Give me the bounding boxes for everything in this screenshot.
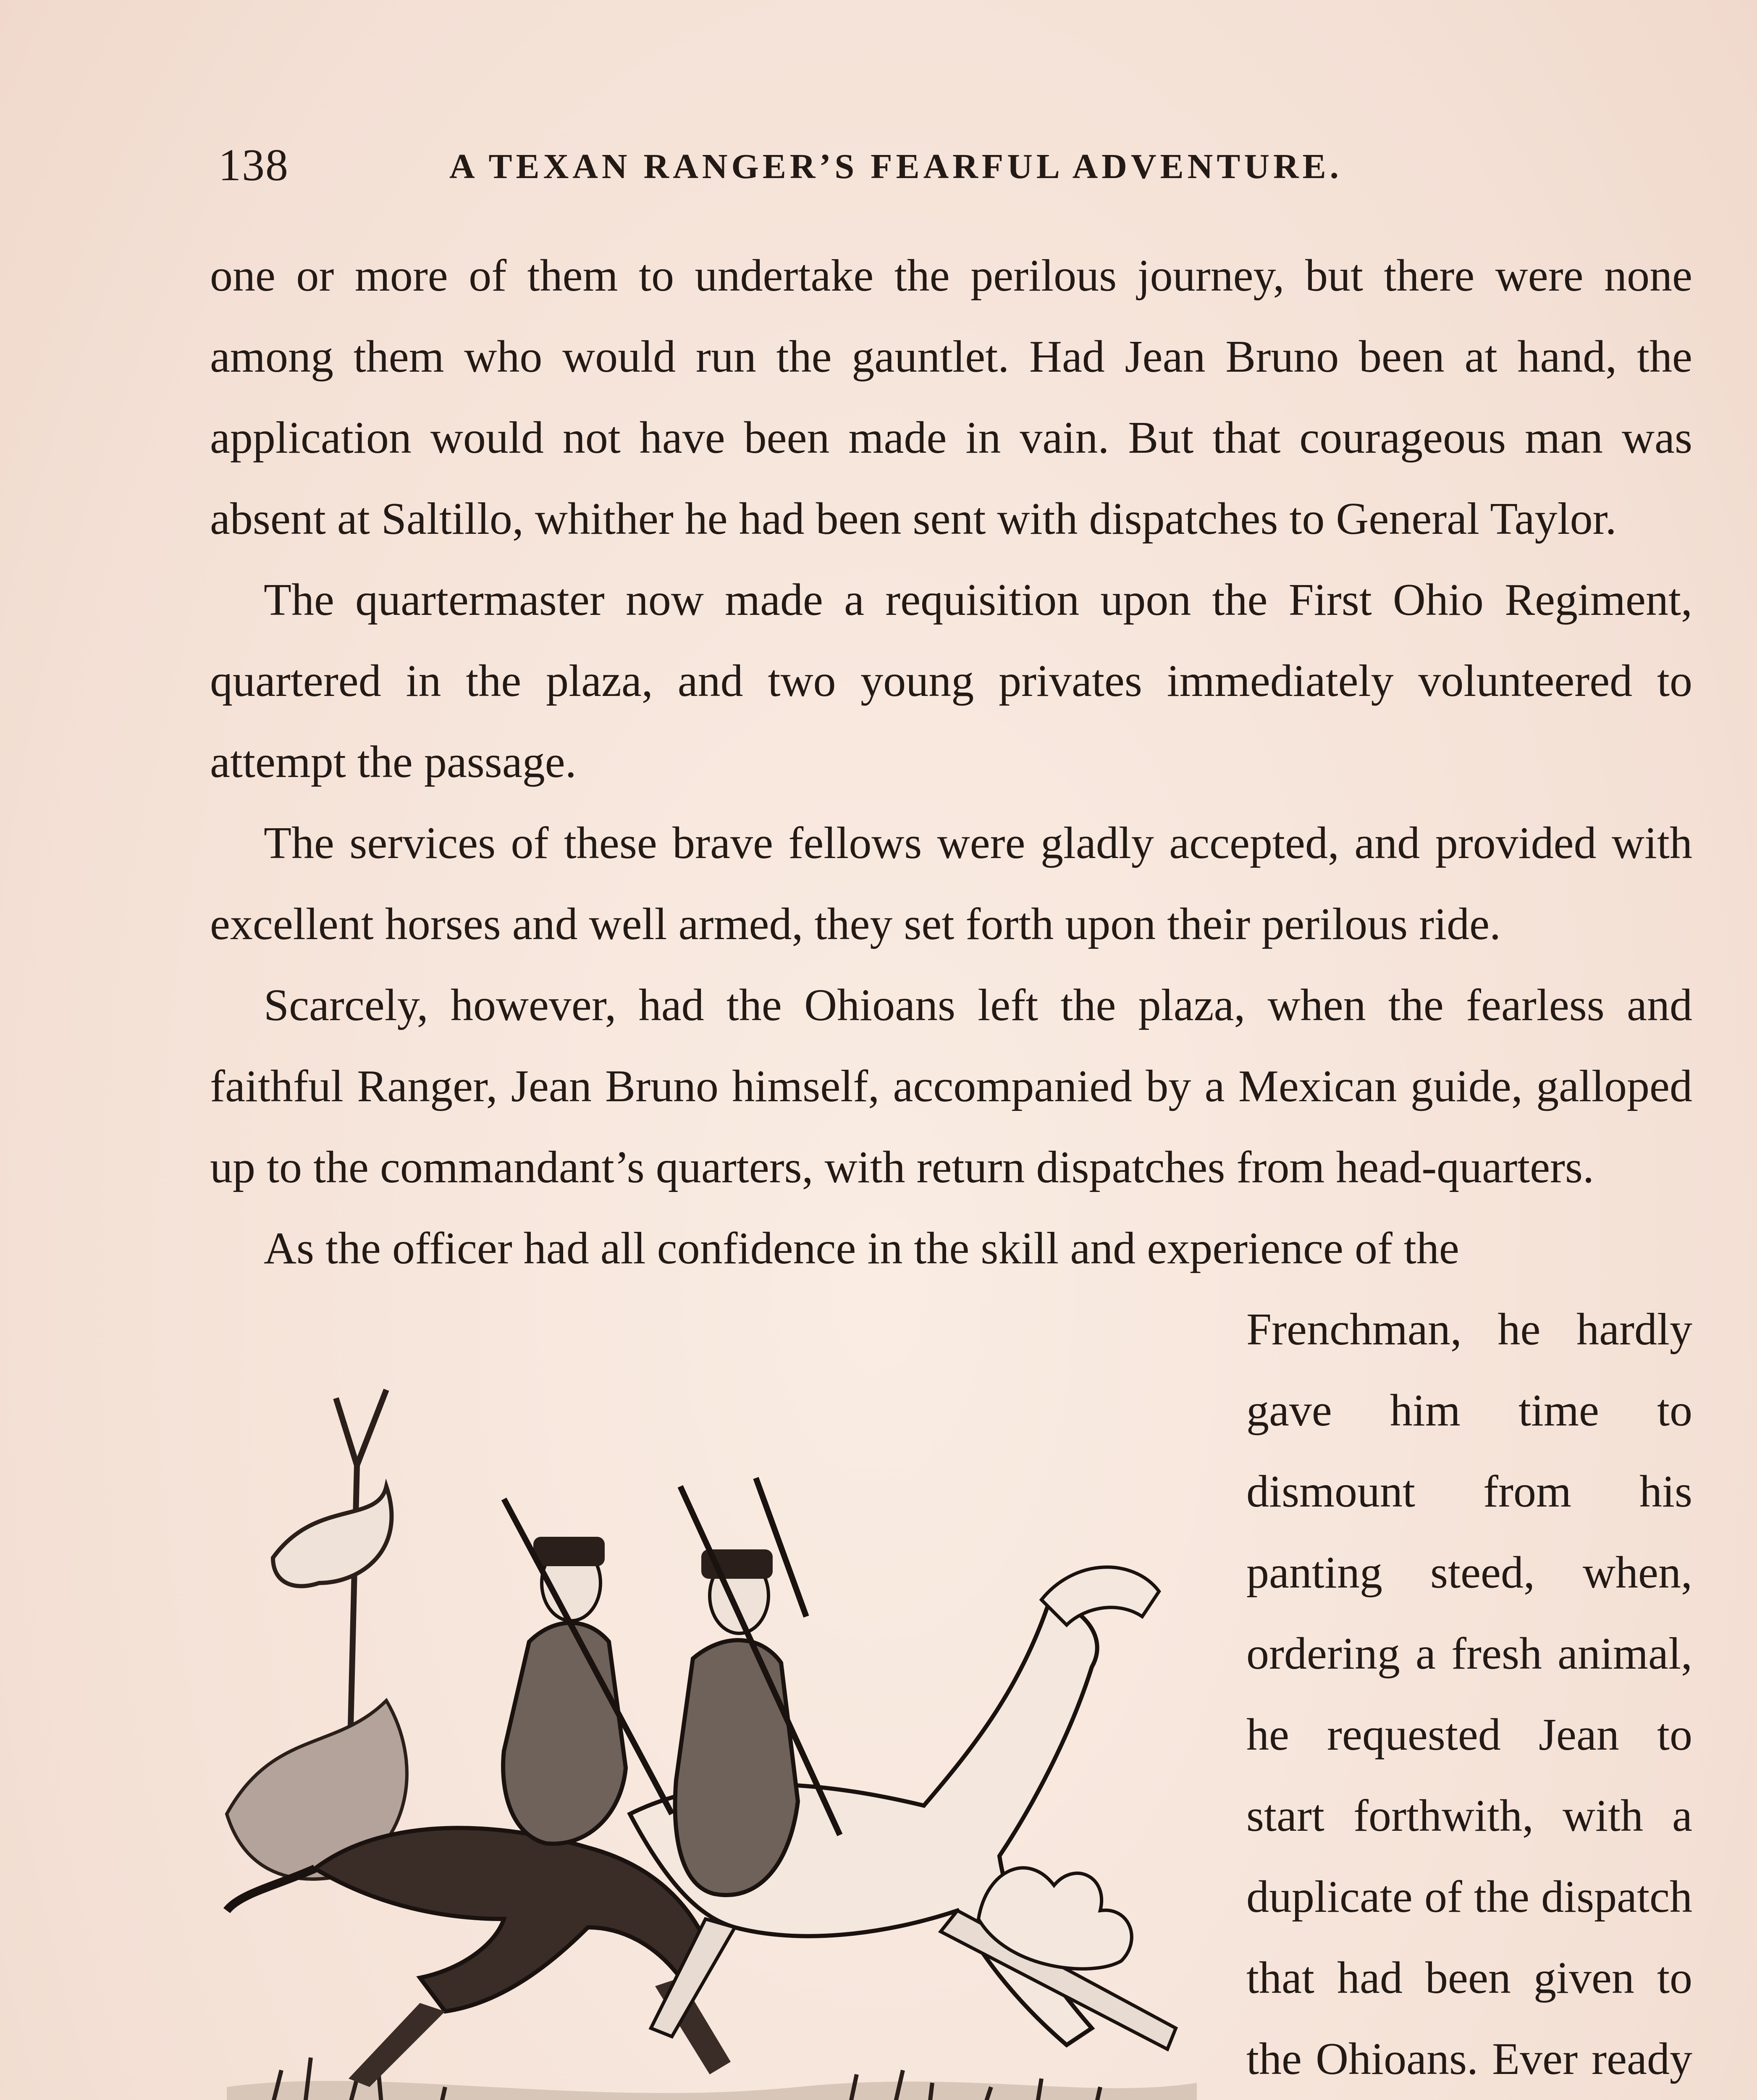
paragraph-4: Scarcely, however, had the Ohioans left the plaza, when the fearless and faithful Ranger, Jean Bruno himself, accompanied by a Mexican guide, galloped up to the commandant’s quarters, with return dispatches from head-quarters.	[210, 980, 1692, 1192]
paragraph-3: The services of these brave fellows were gladly accepted, and provided with excellent horses and well armed, they set forth upon their perilous ride.	[210, 818, 1692, 949]
page-number: 138	[218, 140, 289, 190]
paragraph-1: one or more of them to undertake the perilous journey, but there were none among them who would run the gauntlet. Had Jean Bruno been at hand, the application would not have been made in vain. But that courageous man was absent at Saltillo, whither he had been sent with dispatches to General Taylor.	[210, 251, 1692, 544]
running-head: A TEXAN RANGER’S FEARFUL ADVENTURE.	[449, 147, 1343, 186]
body-text	[210, 235, 1692, 2100]
paragraph-6: Frenchman, he hardly gave him time to dismount from his panting steed, when, ordering a fresh animal, he requested Jean to start forthwith, with a duplicate of the dispatch that had been given to the Ohioans. Ever ready	[1246, 1305, 1692, 2084]
illustration-figure	[210, 1289, 1214, 2100]
paragraph-5: As the officer had all confidence in the skill and experience of the	[264, 1223, 1459, 1273]
paragraph-2: The quartermaster now made a requisition upon the First Ohio Regiment, quartered in the plaza, and two young privates immediately volunteered to attempt the passage.	[210, 575, 1692, 787]
engraving-illustration	[210, 1289, 1214, 2100]
